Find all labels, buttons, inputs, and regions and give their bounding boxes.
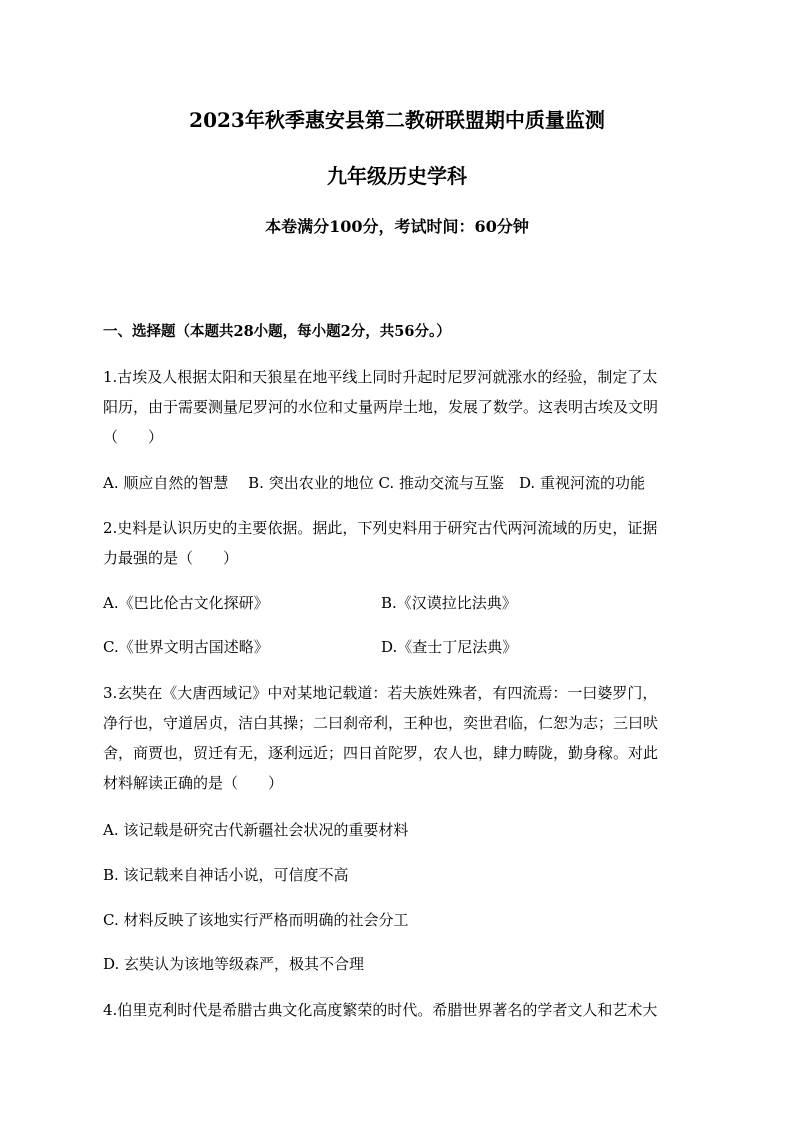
q2-option-b: B.《汉谟拉比法典》: [381, 594, 517, 612]
q1-options: A. 顺应自然的智慧 B. 突出农业的地位 C. 推动交流与互鉴 D. 重视河流的功能: [103, 474, 645, 492]
q3-line-2: 净行也，守道居贞，洁白其操；二曰刹帝利，王种也，奕世君临，仁恕为志；三曰吠: [103, 714, 659, 732]
q3-line-3: 舍，商贾也，贸迁有无，逐利远近；四日首陀罗，农人也，肆力畴陇，勤身稼。对此: [103, 744, 659, 762]
q3-option-c: C. 材料反映了该地实行严格而明确的社会分工: [103, 911, 409, 929]
q2-option-c: C.《世界文明古国述略》: [103, 638, 269, 656]
q1-line-2: 阳历，由于需要测量尼罗河的水位和丈量两岸土地，发展了数学。这表明古埃及文明: [103, 398, 659, 416]
q3-option-d: D. 玄奘认为该地等级森严，极其不合理: [103, 955, 365, 973]
q3-option-b: B. 该记载来自神话小说，可信度不高: [103, 866, 349, 884]
q2-option-d: D.《查士丁尼法典》: [381, 638, 518, 656]
exam-title: 2023年秋季惠安县第二教研联盟期中质量监测: [189, 108, 605, 132]
section-heading: 一、选择题（本题共28小题，每小题2分，共56分。）: [103, 323, 451, 340]
q1-line-3: （ ）: [103, 428, 164, 446]
q4-line-1: 4.伯里克利时代是希腊古典文化高度繁荣的时代。希腊世界著名的学者文人和艺术大: [103, 1001, 658, 1019]
q3-line-1: 3.玄奘在《大唐西域记》中对某地记载道：若夫族姓殊者，有四流焉：一曰婆罗门，: [103, 684, 658, 702]
q2-option-a: A.《巴比伦古文化探研》: [103, 594, 269, 612]
q3-option-a: A. 该记载是研究古代新疆社会状况的重要材料: [103, 821, 409, 839]
exam-subject: 九年级历史学科: [327, 164, 467, 188]
q2-line-2: 力最强的是（ ）: [103, 549, 239, 567]
q1-line-1: 1.古埃及人根据太阳和天狼星在地平线上同时升起时尼罗河就涨水的经验，制定了太: [103, 368, 658, 386]
q2-line-1: 2.史料是认识历史的主要依据。据此，下列史料用于研究古代两河流域的历史，证据: [103, 519, 658, 537]
exam-info: 本卷满分100分，考试时间：60分钟: [265, 217, 529, 236]
q3-line-4: 材料解读正确的是（ ）: [103, 774, 284, 792]
